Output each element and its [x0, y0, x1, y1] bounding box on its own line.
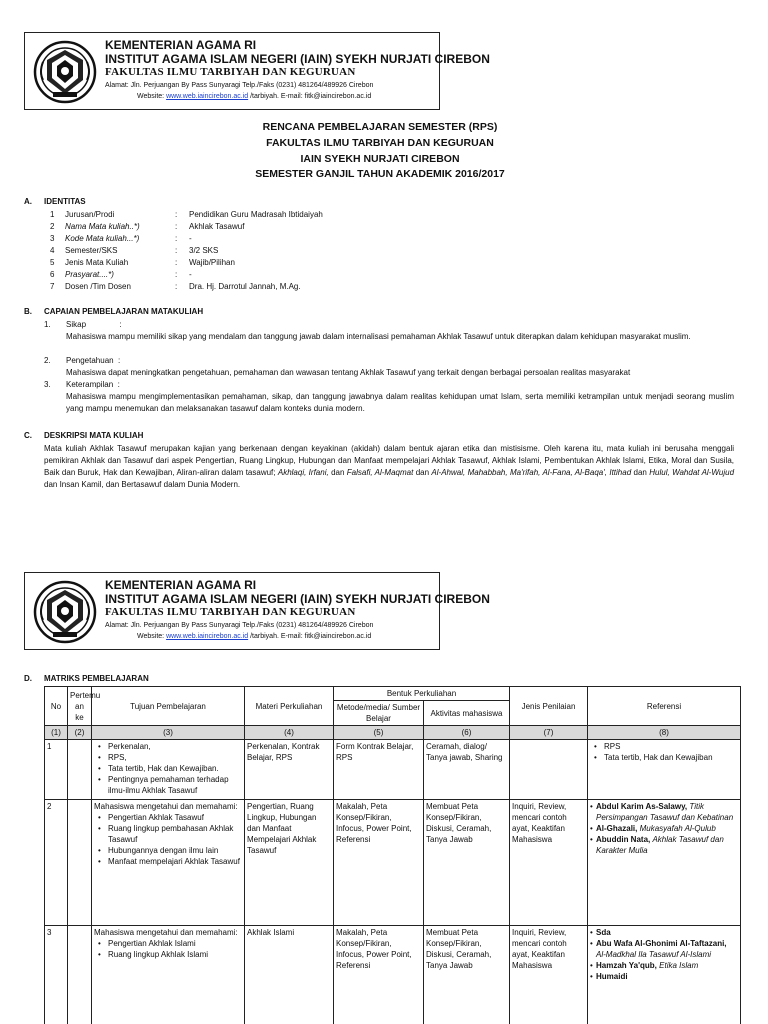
letterhead-address: Alamat: Jln. Perjuangan By Pass Sunyaragi Telp./Faks (0231) 481264/489926 Cirebon: [105, 622, 374, 629]
tujuan-cell: Mahasiswa mengetahui dan memahami: • Pengertian Akhlak Tasawuf • Ruang lingkup pembahasan Akhlak Tasawuf • Hubungannya dengan ilmu lain • Manfaat mempelajari Akhlak Tasawuf: [92, 800, 245, 926]
letterhead-ministry: KEMENTERIAN AGAMA RI: [105, 578, 257, 592]
letterhead-website: Website: www.web.iaincirebon.ac.id /tarbiyah. E-mail: fitk@iaincirebon.ac.id: [137, 93, 372, 100]
header-penilaian: Jenis Penilaian: [510, 687, 588, 726]
tujuan-cell: Mahasiswa mengetahui dan memahami: • Pengertian Akhlak Islami • Ruang lingkup Akhlak Islami: [92, 926, 245, 1024]
iain-cirebon-seal-icon: [33, 40, 97, 104]
iain-cirebon-seal-icon: [33, 580, 97, 644]
letterhead-faculty: FAKULTAS ILMU TARBIYAH DAN KEGURUAN: [105, 66, 356, 78]
header-no: No: [45, 687, 68, 726]
column-number-row: (1) (2) (3) (4) (5) (6) (7) (8): [45, 726, 741, 740]
doc-title-line-4: SEMESTER GANJIL TAHUN AKADEMIK 2016/2017: [255, 168, 505, 180]
doc-title-line-1: RENCANA PEMBELAJARAN SEMESTER (RPS): [262, 121, 498, 133]
letterhead-institute: INSTITUT AGAMA ISLAM NEGERI (IAIN) SYEKH NURJATI CIREBON: [105, 52, 490, 66]
letterhead-ministry: KEMENTERIAN AGAMA RI: [105, 38, 257, 52]
letterhead-address: Alamat: Jln. Perjuangan By Pass Sunyaragi Telp./Faks (0231) 481264/489926 Cirebon: [105, 82, 374, 89]
course-description: Mata kuliah Akhlak Tasawuf merupakan kajian yang berkenaan dengan keyakinan (akidah) dalam bentuk ajaran etika dan mistisisme. Oleh karena itu, mata kuliah ini berusaha menggali pemikiran Akhlak dan Tasawuf dari aspek Pengertian, Ruang Lingkup, Hubungan dan Manfaat mempelajari Akhlak Tasawuf, Akhlak Islami, Pembentukan Akhlak Islami, Etika, Moral dan Susila, Baik dan Buruk, Hak dan Kewajiban, Aliran-aliran dalam tasawuf; Akhlaqi, Irfani, dan Falsafi, Al-Maqmat dan Al-Ahwal, Mahabbah, Ma'rifah, Al-Fana, Al-Baqa', Ittihad dan Hulul, Wahdat Al-Wujud dan Insan Kamil, dan Bertasawuf dalam Dunia Modern.: [44, 444, 735, 489]
section-a-heading: A. IDENTITAS: [24, 197, 86, 206]
section-c-heading: C. DESKRIPSI MATA KULIAH: [24, 431, 144, 440]
website-link[interactable]: www.web.iaincirebon.ac.id: [166, 93, 249, 100]
letterhead-institute: INSTITUT AGAMA ISLAM NEGERI (IAIN) SYEKH NURJATI CIREBON: [105, 592, 490, 606]
doc-title-line-3: IAIN SYEKH NURJATI CIREBON: [300, 153, 460, 165]
outcome-title: Keterampilan :: [66, 380, 120, 389]
referensi-cell: • Sda • Abu Wafa Al-Ghonimi Al-Taftazani, Al-Madkhal Ila Tasawuf Al-Islami • Hamzah Ya'qub, Etika Islam • Humaidi: [588, 926, 741, 1024]
header-referensi: Referensi: [588, 687, 741, 726]
doc-title-line-2: FAKULTAS ILMU TARBIYAH DAN KEGURUAN: [266, 137, 494, 149]
outcome-number: 1.: [44, 320, 51, 329]
referensi-cell: • RPS • Tata tertib, Hak dan Kewajiban: [588, 740, 741, 800]
letterhead-faculty: FAKULTAS ILMU TARBIYAH DAN KEGURUAN: [105, 606, 356, 618]
table-header-row: [45, 687, 741, 701]
outcome-number: 2.: [44, 356, 51, 365]
outcome-number: 3.: [44, 380, 51, 389]
outcome-text: Mahasiswa mampu memiliki sikap yang mendalam dan tanggung jawab dalam internalisasi pemahaman Akhlak Tasawuf untuk diterapkan dalam kehidupan masyarakat muslim.: [66, 332, 691, 341]
letterhead-bottom: [24, 572, 490, 650]
outcome-title: Sikap :: [66, 320, 122, 329]
table-row: 2 Mahasiswa mengetahui dan memahami: • Pengertian Akhlak Tasawuf • Ruang lingkup pembahasan Akhlak Tasawuf • Hubungannya dengan ilmu lain • Manfaat mempelajari Akhlak Tasawuf Pengertian, Ruang Lingkup, Hubungan dan Manfaat Mempelajari Akhlak Tasawuf Makalah, Peta Konsep/Fikiran, Infocus, Power Point, Referensi Membuat Peta Konsep/Fikiran, Diskusi, Ceramah, Tanya Jawab Inquiri, Review, mencari contoh ayat, Keaktifan Mahasiswa • Abdul Karim As-Salawy, Titik Persimpangan Tasawuf dan Kebatinan • Al-Ghazali, Mukasyafah Al-Qulub • Abuddin Nata, Akhlak Tasawuf dan Karakter Mulia: [45, 800, 741, 926]
header-aktivitas: Aktivitas mahasiswa: [424, 701, 510, 726]
table-row: 1 • Perkenalan, • RPS, • Tata tertib, Hak dan Kewajiban. • Pentingnya pemahaman terhadap ilmu-ilmu Akhlak Tasawuf Perkenalan, Kontrak Belajar, RPS Form Kontrak Belajar, RPS Ceramah, dialog/ Tanya jawab, Sharing • RPS • Tata tertib, Hak dan Kewajiban: [45, 740, 741, 800]
header-bentuk: Bentuk Perkuliahan: [334, 687, 510, 701]
section-d-heading: D. MATRIKS PEMBELAJARAN: [24, 674, 149, 683]
table-row: 3 Mahasiswa mengetahui dan memahami: • Pengertian Akhlak Islami • Ruang lingkup Akhlak Islami Akhlak Islami Makalah, Peta Konsep/Fikiran, Infocus, Power Point, Referensi Membuat Peta Konsep/Fikiran, Diskusi, Ceramah, Tanya Jawab Inquiri, Review, mencari contoh ayat, Keaktifan Mahasiswa • Sda • Abu Wafa Al-Ghonimi Al-Taftazani, Al-Madkhal Ila Tasawuf Al-Islami • Hamzah Ya'qub, Etika Islam • Humaidi: [45, 926, 741, 1024]
referensi-cell: • Abdul Karim As-Salawy, Titik Persimpangan Tasawuf dan Kebatinan • Al-Ghazali, Mukasyafah Al-Qulub • Abuddin Nata, Akhlak Tasawuf dan Karakter Mulia: [588, 800, 741, 926]
tujuan-cell: • Perkenalan, • RPS, • Tata tertib, Hak dan Kewajiban. • Pentingnya pemahaman terhadap ilmu-ilmu Akhlak Tasawuf: [92, 740, 245, 800]
learning-matrix-table: [44, 686, 741, 1024]
outcome-text: Mahasiswa dapat meningkatkan pengetahuan, pemahaman dan wawasan tentang Akhlak Tasawuf yang terkait dengan berbagai persoalan realitas masyarakat: [66, 368, 631, 377]
outcome-title: Pengetahuan :: [66, 356, 121, 365]
header-metode: Metode/media/ Sumber Belajar: [334, 701, 424, 726]
section-b-heading: B. CAPAIAN PEMBELAJARAN MATAKULIAH: [24, 307, 204, 316]
website-link[interactable]: www.web.iaincirebon.ac.id: [166, 633, 249, 640]
header-materi: Materi Perkuliahan: [245, 687, 334, 726]
header-tujuan: Tujuan Pembelajaran: [92, 687, 245, 726]
letterhead-top: [24, 32, 490, 110]
outcome-text: Mahasiswa mampu mengimplementasikan pemahaman, sikap, dan tanggung jawabnya dalam realitas kehidupan umat Islam, serta memiliki ketrampilan untuk menjadi seorang muslim yang mampu menemukan dan melaksanakan tasawuf dalam konteks dunia modern.: [66, 392, 734, 413]
letterhead-website: Website: www.web.iaincirebon.ac.id /tarbiyah. E-mail: fitk@iaincirebon.ac.id: [137, 633, 372, 640]
header-pertemuan: Pertemu an ke: [68, 687, 92, 726]
